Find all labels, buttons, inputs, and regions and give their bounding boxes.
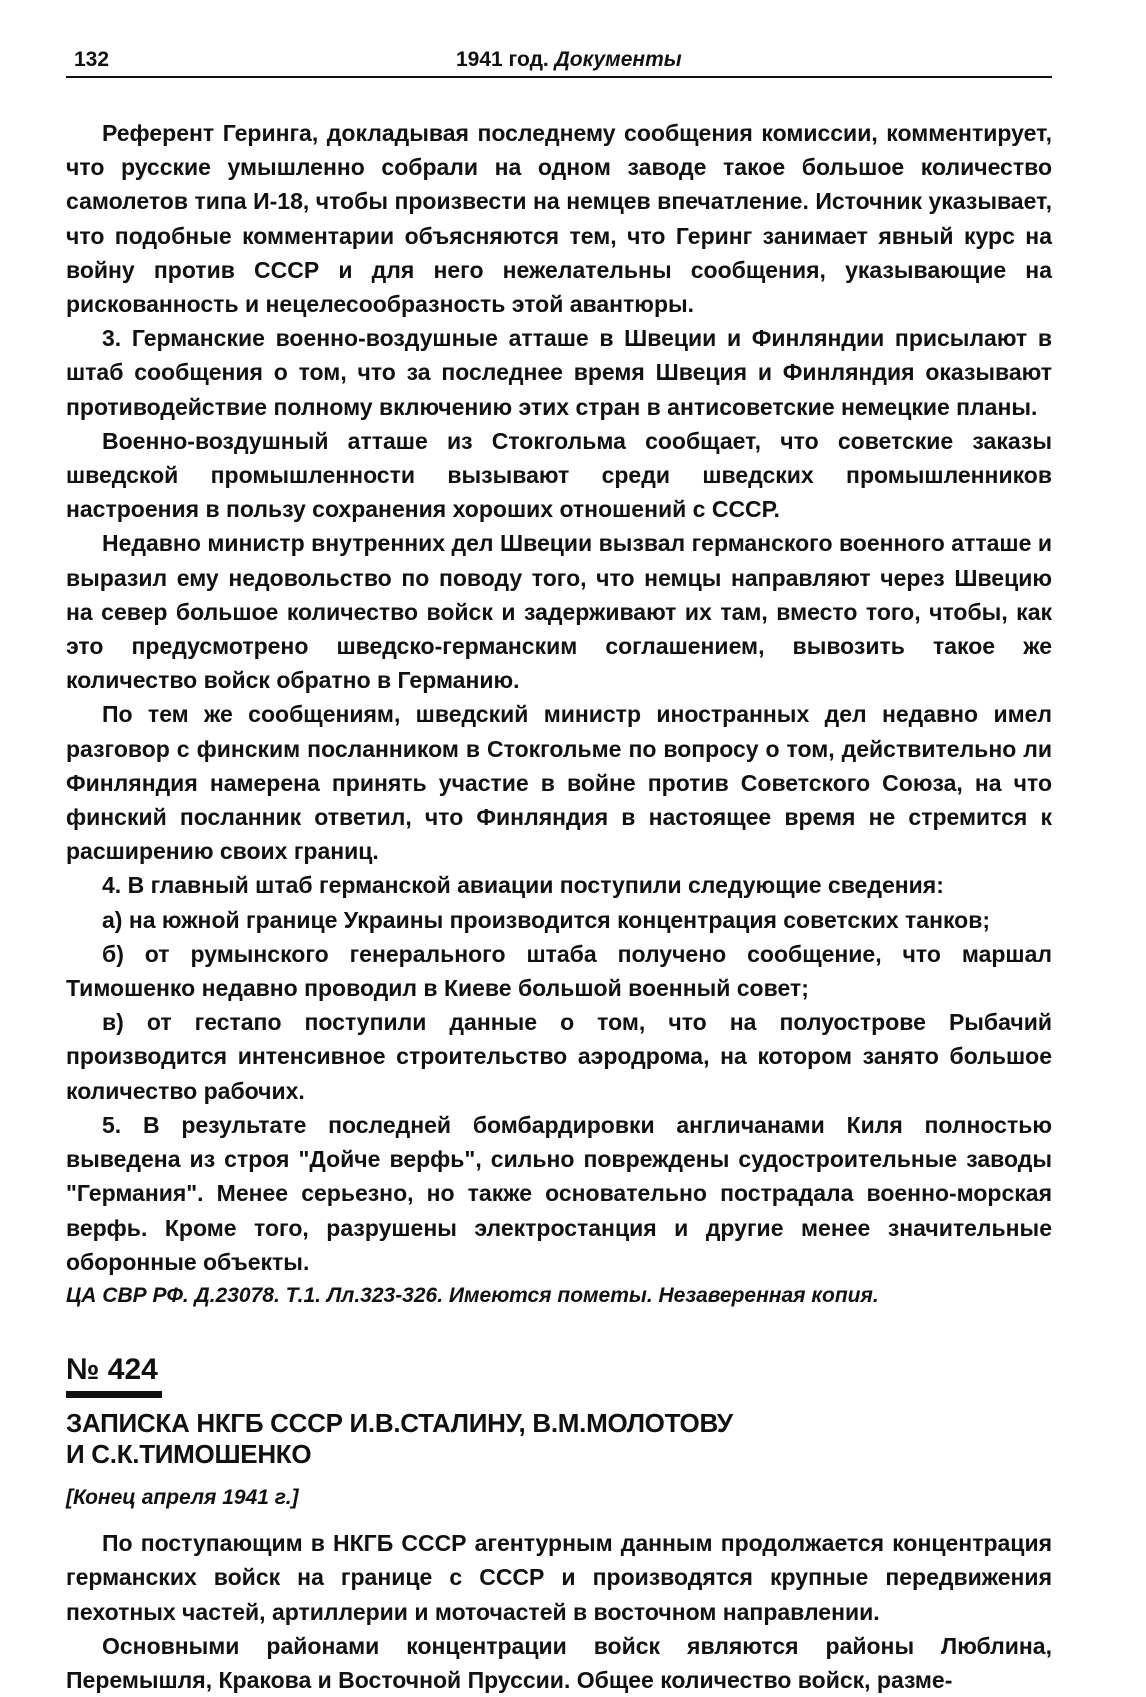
paragraph: По поступающим в НКГБ СССР агентурным данным продолжается концентрация германских войск на границе с СССР и производятся крупные передвижения пехотных частей, артиллерии и моточастей в восточном направлении. <box>66 1530 1052 1625</box>
header-docs: Документы <box>554 48 682 71</box>
previous-document-text <box>66 116 1052 1313</box>
archive-source-note: ЦА СВР РФ. Д.23078. Т.1. Лл.323-326. Имеются пометы. Незаверенная копия. <box>66 1283 879 1307</box>
paragraph: б) от румынского генерального штаба получено сообщение, что маршал Тимошенко недавно проводил в Киеве большой военный совет; <box>66 940 1052 1002</box>
paragraph: Военно-воздушный атташе из Стокгольма сообщает, что советские заказы шведской промышленности вызывают среди шведских промышленников настроения в пользу сохранения хороших отношений с СССР. <box>66 427 1052 523</box>
document-title-line-1: ЗАПИСКА НКГБ СССР И.В.СТАЛИНУ, В.М.МОЛОТОВУ <box>66 1408 733 1439</box>
document-date: [Конец апреля 1941 г.] <box>66 1486 299 1510</box>
page-number: 132 <box>74 48 110 71</box>
paragraph: Референт Геринга, докладывая последнему сообщения комиссии, комментирует, что русские умышленно собрали на одном заводе такое большое количество самолетов типа И-18, чтобы произвести на немцев впечатление. Источник указывает, что подобные комментарии объясняются тем, что Геринг занимает явный курс на войну против СССР и для него нежелательны сообщения, указывающие на рискованность и нецелесообразность этой авантюры. <box>66 120 1052 318</box>
document-title-line-2: И С.К.ТИМОШЕНКО <box>66 1439 312 1470</box>
paragraph: 5. В результате последней бомбардировки англичанами Киля полностью выведена из строя "Дойче верфь", сильно повреждены судостроительные заводы "Германия". Менее серьезно, но также основательно пострадала военно-морская верфь. Кроме того, разрушены электростанция и другие менее значительные оборонные объекты. <box>66 1111 1052 1275</box>
paragraph: 3. Германские военно-воздушные атташе в Швеции и Финляндии присылают в штаб сообщения о том, что за последнее время Швеция и Финляндия оказывают противодействие полному включению этих стран в антисоветские немецкие планы. <box>66 325 1052 420</box>
paragraph: Основными районами концентрации войск являются районы Люблина, Перемышля, Кракова и Восточной Пруссии. Общее количество войск, разме- <box>66 1632 1052 1693</box>
running-header <box>66 40 1052 78</box>
paragraph: 4. В главный штаб германской авиации поступили следующие сведения: <box>102 872 944 899</box>
paragraph: а) на южной границе Украины производится концентрация советских танков; <box>102 906 991 933</box>
document-number-rule <box>66 1391 162 1398</box>
document-page <box>66 40 1052 1693</box>
paragraph: в) от гестапо поступили данные о том, что на полуострове Рыбачий производится интенсивное строительство аэродрома, на котором занято большое количество рабочих. <box>66 1009 1052 1104</box>
paragraph: Недавно министр внутренних дел Швеции вызвал германского военного атташе и выразил ему недовольство по поводу того, что немцы направляют через Швецию на север большое количество войск и задерживают их там, вместо того, чтобы, как это предусмотрено шведско-германским соглашением, вывозить такое же количество войск обратно в Германию. <box>66 530 1052 694</box>
document-title <box>66 1408 1052 1470</box>
header-year: 1941 год. <box>456 48 549 71</box>
document-number: № 424 <box>66 1353 158 1387</box>
paragraph: По тем же сообщениям, шведский министр иностранных дел недавно имел разговор с финским посланником в Стокгольме по вопросу о том, действительно ли Финляндия намерена принять участие в войне против Советского Союза, на что финский посланник ответил, что Финляндия в настоящее время не стремится к расширению своих границ. <box>66 701 1052 865</box>
document-424-text <box>66 1526 1052 1697</box>
header-title <box>456 48 682 72</box>
